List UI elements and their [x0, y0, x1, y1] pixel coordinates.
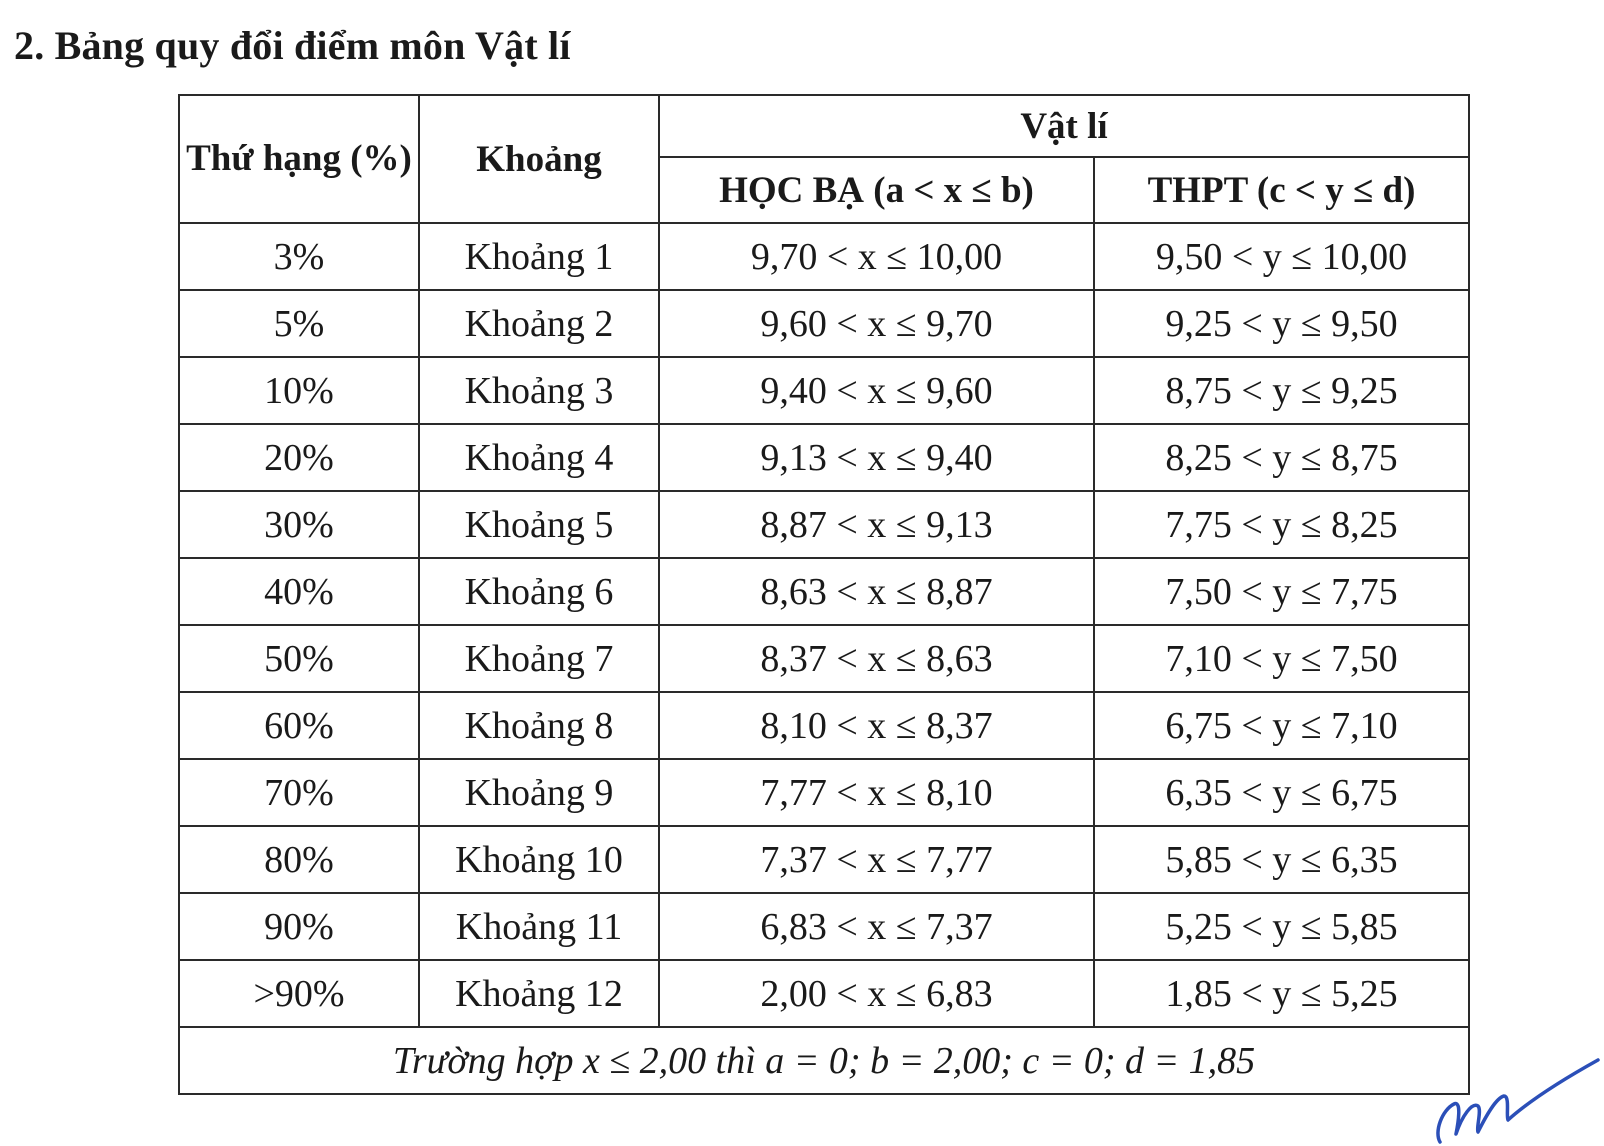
table-row [179, 558, 1469, 625]
hocba-cell: 9,40 < x ≤ 9,60 [659, 357, 1094, 424]
rank-cell: 70% [179, 759, 419, 826]
score-conversion-table [178, 94, 1470, 1095]
hocba-cell: 6,83 < x ≤ 7,37 [659, 893, 1094, 960]
thpt-cell: 6,75 < y ≤ 7,10 [1094, 692, 1469, 759]
thpt-cell: 7,75 < y ≤ 8,25 [1094, 491, 1469, 558]
table-row [179, 625, 1469, 692]
hocba-cell: 8,63 < x ≤ 8,87 [659, 558, 1094, 625]
rank-cell: 50% [179, 625, 419, 692]
header-subject: Vật lí [659, 95, 1469, 157]
range-cell: Khoảng 1 [419, 223, 659, 290]
table-row [179, 223, 1469, 290]
hocba-cell: 8,87 < x ≤ 9,13 [659, 491, 1094, 558]
range-cell: Khoảng 8 [419, 692, 659, 759]
header-range: Khoảng [419, 95, 659, 223]
table-row [179, 692, 1469, 759]
thpt-cell: 7,10 < y ≤ 7,50 [1094, 625, 1469, 692]
thpt-cell: 6,35 < y ≤ 6,75 [1094, 759, 1469, 826]
thpt-cell: 8,75 < y ≤ 9,25 [1094, 357, 1469, 424]
hocba-cell: 9,70 < x ≤ 10,00 [659, 223, 1094, 290]
rank-cell: 30% [179, 491, 419, 558]
range-cell: Khoảng 11 [419, 893, 659, 960]
hocba-cell: 2,00 < x ≤ 6,83 [659, 960, 1094, 1027]
table-row [179, 960, 1469, 1027]
range-cell: Khoảng 2 [419, 290, 659, 357]
range-cell: Khoảng 9 [419, 759, 659, 826]
table-note: Trường hợp x ≤ 2,00 thì a = 0; b = 2,00; c = 0; d = 1,85 [179, 1027, 1469, 1094]
rank-cell: 90% [179, 893, 419, 960]
range-cell: Khoảng 7 [419, 625, 659, 692]
range-cell: Khoảng 4 [419, 424, 659, 491]
rank-cell: 3% [179, 223, 419, 290]
header-thpt: THPT (c < y ≤ d) [1094, 157, 1469, 223]
table-row [179, 826, 1469, 893]
thpt-cell: 9,50 < y ≤ 10,00 [1094, 223, 1469, 290]
range-cell: Khoảng 3 [419, 357, 659, 424]
hocba-cell: 9,13 < x ≤ 9,40 [659, 424, 1094, 491]
table-row [179, 357, 1469, 424]
thpt-cell: 1,85 < y ≤ 5,25 [1094, 960, 1469, 1027]
page-title: 2. Bảng quy đổi điểm môn Vật lí [14, 23, 571, 68]
table-row [179, 290, 1469, 357]
thpt-cell: 7,50 < y ≤ 7,75 [1094, 558, 1469, 625]
table-row [179, 424, 1469, 491]
thpt-cell: 8,25 < y ≤ 8,75 [1094, 424, 1469, 491]
rank-cell: 10% [179, 357, 419, 424]
rank-cell: 60% [179, 692, 419, 759]
hocba-cell: 9,60 < x ≤ 9,70 [659, 290, 1094, 357]
table-row [179, 759, 1469, 826]
thpt-cell: 5,25 < y ≤ 5,85 [1094, 893, 1469, 960]
range-cell: Khoảng 6 [419, 558, 659, 625]
range-cell: Khoảng 5 [419, 491, 659, 558]
table-row [179, 893, 1469, 960]
rank-cell: 40% [179, 558, 419, 625]
hocba-cell: 8,10 < x ≤ 8,37 [659, 692, 1094, 759]
hocba-cell: 8,37 < x ≤ 8,63 [659, 625, 1094, 692]
hocba-cell: 7,37 < x ≤ 7,77 [659, 826, 1094, 893]
rank-cell: 5% [179, 290, 419, 357]
rank-cell: 20% [179, 424, 419, 491]
rank-cell: 80% [179, 826, 419, 893]
range-cell: Khoảng 12 [419, 960, 659, 1027]
table-row [179, 491, 1469, 558]
signature-initials [1432, 1054, 1602, 1146]
header-hocba: HỌC BẠ (a < x ≤ b) [659, 157, 1094, 223]
thpt-cell: 9,25 < y ≤ 9,50 [1094, 290, 1469, 357]
hocba-cell: 7,77 < x ≤ 8,10 [659, 759, 1094, 826]
rank-cell: >90% [179, 960, 419, 1027]
header-rank: Thứ hạng (%) [179, 95, 419, 223]
thpt-cell: 5,85 < y ≤ 6,35 [1094, 826, 1469, 893]
range-cell: Khoảng 10 [419, 826, 659, 893]
